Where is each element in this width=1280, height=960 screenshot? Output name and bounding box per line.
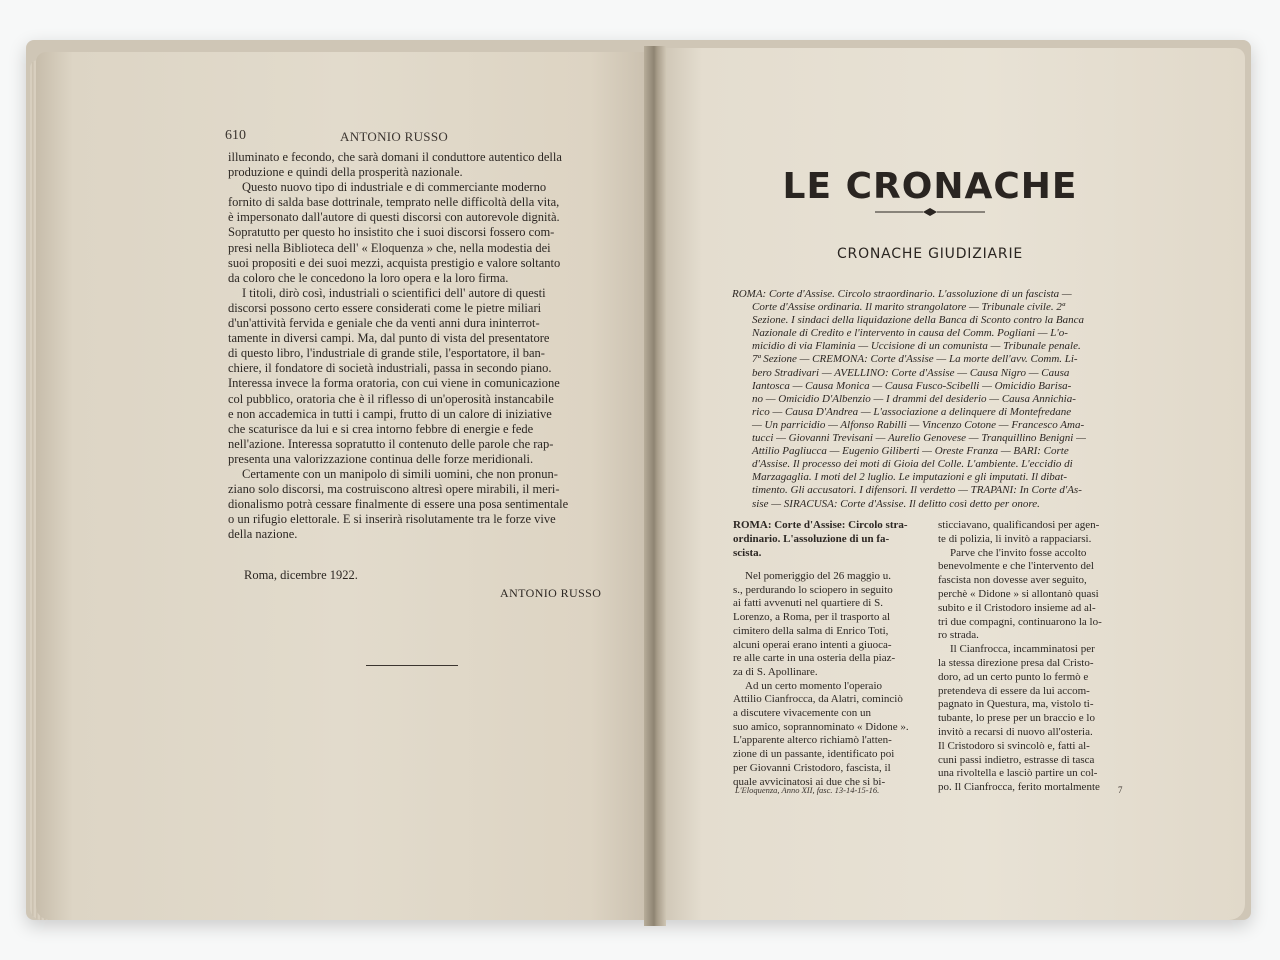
column-line: tri due compagni, continuarono la lo-: [938, 615, 1102, 628]
author-signature: ANTONIO RUSSO: [500, 586, 602, 600]
summary-line: 7ª Sezione — CREMONA: Corte d'Assise — La morte dell'avv. Comm. Li-: [752, 353, 1078, 366]
heading-line: ROMA: Corte d'Assise: Circolo stra-: [733, 519, 908, 531]
signature-mark: 7: [1118, 785, 1123, 795]
column-line: sticciavano, qualificandosi per agen-: [938, 519, 1100, 531]
column-line: pagnato in Questura, ma, vistolo ti-: [938, 698, 1094, 711]
column-line: po. Il Cianfrocca, ferito mortalmente: [938, 781, 1100, 794]
running-head: ANTONIO RUSSO: [340, 129, 449, 144]
summary-line: Marzagaglia. I moti del 2 luglio. Le imputazioni e gli imputati. Il dibat-: [752, 471, 1068, 484]
article-heading: [733, 519, 933, 560]
body-line: chiere, il fondatore di società industriali, passa in secondo piano.: [228, 361, 552, 376]
summary-line: micidio di via Flaminia — Uccisione di un comunista — Tribunale penale.: [752, 340, 1081, 353]
body-line: Interessa invece la forma oratoria, con cui viene in comunicazione: [228, 376, 560, 391]
column-line: perchè « Didone » si allontanò quasi: [938, 587, 1099, 600]
body-line: Sopratutto per questo ho insistito che i suoi discorsi fossero com-: [228, 225, 555, 240]
column-line: Parve che l'invito fosse accolto: [950, 546, 1087, 559]
column-line: Attilio Cianfrocca, da Alatri, cominciò: [733, 693, 903, 706]
column-line: pretendeva di essere da lui accom-: [938, 684, 1090, 697]
column-line: Il Cristodoro si svincolò e, fatti al-: [938, 739, 1090, 752]
body-line: della nazione.: [228, 527, 298, 542]
summary-line: bero Stradivari — AVELLINO: Corte d'Assise — Causa Nigro — Causa: [752, 366, 1070, 379]
body-line: di questo libro, l'industriale di grande stile, l'esportatore, il ban-: [228, 346, 545, 361]
column-line: suo amico, soprannominato « Didone ».: [733, 720, 909, 733]
column-line: alcuni operai erano intenti a giuoca-: [733, 638, 892, 651]
summary-line: Iantosca — Causa Monica — Causa Fusco-Scibelli — Omicidio Barisa-: [752, 379, 1072, 392]
column-line: benevolmente e che l'intervento del: [938, 560, 1094, 573]
column-line: fascista non dovesse aver seguito,: [938, 574, 1087, 587]
column-line: invitò a recarsi di nuovo all'osteria.: [938, 725, 1093, 738]
body-line: Certamente con un manipolo di simili uomini, che non pronun-: [242, 466, 558, 481]
column-line: per Giovanni Cristodoro, fascista, il: [733, 761, 891, 774]
column-line: una rivoltella e lasciò partire un col-: [938, 767, 1098, 780]
summary-block: [732, 288, 1132, 511]
body-line: presi nella Biblioteca dell' « Eloquenza » che, nella modestia dei: [228, 240, 551, 255]
column-line: subito e il Cristodoro insieme ad al-: [938, 601, 1096, 614]
body-line: illuminato e fecondo, che sarà domani il conduttore autentico della: [228, 150, 562, 164]
summary-line: rico — Causa D'Andrea — L'associazione a delinquere di Montefredane: [752, 405, 1072, 418]
body-line: I titoli, dirò così, industriali o scientifici dell' autore di questi: [242, 285, 546, 300]
column-line: zione di un passante, identificato poi: [733, 748, 895, 761]
summary-line: Attilio Pagliucca — Eugenio Giliberti — Oreste Franza — BARI: Corte: [752, 445, 1069, 458]
column-line: doro, ad un certo punto lo fermò e: [938, 670, 1089, 683]
article-column-2: [938, 519, 1134, 795]
column-line: s., perdurando lo sciopero in seguito: [733, 583, 893, 596]
column-line: Ad un certo momento l'operaio: [745, 679, 883, 692]
summary-line: ROMA: Corte d'Assise. Circolo straordinario. L'assoluzione di un fascista —: [732, 288, 1072, 300]
column-line: L'apparente alterco richiamò l'atten-: [733, 734, 892, 747]
body-line: discorsi possono certo essere considerati come le pietre miliari: [228, 300, 542, 315]
summary-line: Sezione. I sindaci della liquidazione della Banca di Sconto contro la Banca: [752, 314, 1084, 327]
body-line: dionalismo potrà cessare finalmente di essere una posa sentimentale: [228, 497, 569, 512]
body-line: ziano solo discorsi, ma costruiscono altresì opere mirabili, il meri-: [228, 482, 560, 497]
column-line: re alle carte in una osteria della piaz-: [733, 652, 896, 665]
body-line: fornito di salda base dottrinale, temprato nelle difficoltà della vita,: [228, 195, 560, 210]
end-rule: [366, 665, 458, 666]
column-line: ai fatti avvenuti nel quartiere di S.: [733, 597, 883, 610]
column-line: ro strada.: [938, 629, 979, 642]
body-line: da coloro che le concedono la loro opera e la loro firma.: [228, 270, 509, 285]
body-line: suoi propositi e dei suoi mezzi, acquista prestigio e valore soltanto: [228, 255, 561, 270]
column-line: Lorenzo, a Roma, per il trasporto al: [733, 611, 891, 624]
column-line: tubante, lo prese per un braccio e lo: [938, 712, 1095, 725]
body-line: che scaturisce da lui e si crea intorno febbre di energie e fede: [228, 421, 534, 436]
body-line: e non accademica in tutti i campi, frutto di un calore di iniziative: [228, 406, 552, 421]
place-date: Roma, dicembre 1922.: [244, 568, 358, 582]
heading-line: scista.: [733, 546, 762, 559]
column-line: cuni passi indietro, estrasse di tasca: [938, 753, 1095, 766]
heading-line: ordinario. L'assoluzione di un fa-: [733, 532, 890, 545]
column-line: te di polizia, li invitò a rappaciarsi.: [938, 532, 1092, 545]
book-gutter: [644, 46, 666, 926]
section-title: CRONACHE GIUDIZIARIE: [836, 246, 1024, 262]
body-line: tamente in diversi campi. Ma, dal punto di vista del presentatore: [228, 331, 550, 346]
column-line: Nel pomeriggio del 26 maggio u.: [745, 570, 892, 582]
summary-line: timento. Gli accusatori. I difensori. Il verdetto — TRAPANI: In Corte d'As-: [752, 484, 1082, 497]
page-number: 610: [225, 128, 246, 143]
summary-line: no — Omicidio D'Albenzio — I drammi del desiderio — Causa Annichia-: [752, 392, 1076, 405]
footer-reference: L'Eloquenza, Anno XII, fasc. 13-14-15-16.: [735, 785, 880, 795]
body-line: col pubblico, oratoria che è il riflesso di un'operosità instancabile: [228, 391, 554, 406]
title-ornament: [875, 206, 985, 218]
summary-line: d'Assise. Il processo dei moti di Gioia del Colle. L'ambiente. L'eccidio di: [752, 458, 1073, 471]
article-column-1: [733, 570, 933, 789]
summary-line: Corte d'Assise ordinaria. Il marito strangolatore — Tribunale civile. 2ª: [752, 301, 1065, 314]
summary-line: tucci — Giovanni Trevisani — Aurelio Genovese — Tranquillino Benigni —: [752, 432, 1086, 445]
column-line: za di S. Apollinare.: [733, 665, 818, 678]
body-line: presenta una valorizzazione continua delle forze meridionali.: [228, 451, 534, 466]
column-line: quale avvicinatosi ai due che si bi-: [733, 775, 886, 788]
summary-line: sise — SIRACUSA: Corte d'Assise. Il delitto così detto per onore.: [752, 497, 1040, 510]
left-body-text: [228, 150, 612, 542]
column-line: a discutere vivacemente con un: [733, 707, 872, 720]
body-line: o un rifugio elettorale. E si inserirà risolutamente tra le forze vive: [228, 512, 556, 527]
page-title: LE CRONACHE: [782, 166, 1078, 207]
column-line: la stessa direzione presa dal Cristo-: [938, 656, 1094, 669]
summary-line: — Un parricidio — Alfonso Rabilli — Vincenzo Cotone — Francesco Ama-: [752, 418, 1085, 431]
column-line: cimitero della salma di Enrico Toti,: [733, 624, 889, 637]
body-line: nell'azione. Interessa sopratutto il contenuto delle parole che rap-: [228, 436, 554, 451]
body-line: d'un'attività fervida e geniale che da venti anni dura ininterrot-: [228, 316, 540, 331]
column-line: Il Cianfrocca, incamminatosi per: [950, 643, 1095, 656]
body-line: Questo nuovo tipo di industriale e di commerciante moderno: [242, 180, 547, 195]
body-line: è impersonato dall'autore di questi discorsi con autorevole dignità.: [228, 210, 560, 225]
body-line: produzione e quindi della prosperità nazionale.: [228, 165, 463, 180]
summary-line: Nazionale di Credito e l'intervento in causa del Comm. Pogliani — L'o-: [752, 327, 1068, 340]
